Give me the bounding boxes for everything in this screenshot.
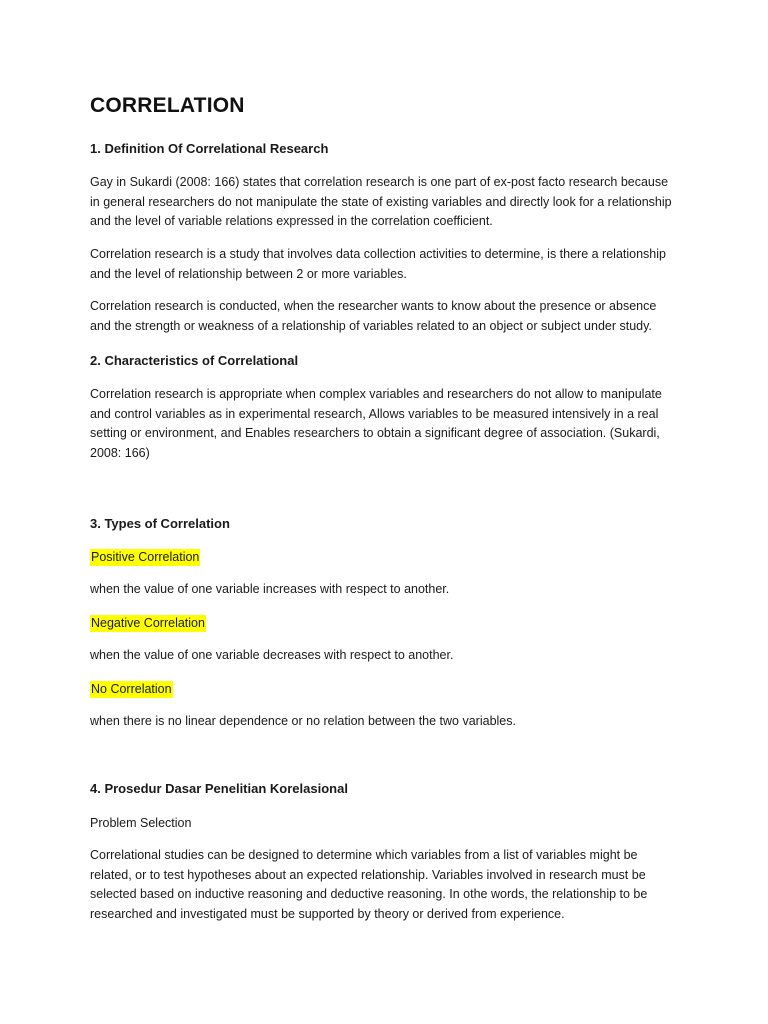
section-3-heading: 3. Types of Correlation	[90, 516, 230, 531]
section-4-heading: 4. Prosedur Dasar Penelitian Korelasional	[90, 781, 348, 796]
section-1-heading: 1. Definition Of Correlational Research	[90, 141, 329, 156]
correlation-type-none-label: No Correlation	[91, 682, 172, 696]
section-2-paragraph: Correlation research is appropriate when complex variables and researchers do not allow to manipulate and control variables as in experimental research, Allows variables to be measured intensively in a real setting or environment, and Enables researchers to obtain a significant degree of association. (Sukardi, 2008: 166)	[90, 387, 662, 460]
section-1-paragraph-3: Correlation research is conducted, when the researcher wants to know about the presence or absence and the strength or weakness of a relationship of variables related to an object or subject under study.	[90, 299, 657, 333]
correlation-type-none-description: when there is no linear dependence or no relation between the two variables.	[90, 714, 516, 728]
section-2-heading: 2. Characteristics of Correlational	[90, 353, 299, 368]
section-4-subheading: Problem Selection	[90, 816, 192, 830]
section-1-paragraph-2: Correlation research is a study that involves data collection activities to determine, is there a relationship and the level of relationship between 2 or more variables.	[90, 247, 666, 281]
correlation-type-negative-description: when the value of one variable decreases with respect to another.	[90, 648, 454, 662]
correlation-type-negative-label: Negative Correlation	[91, 616, 205, 630]
document-title: CORRELATION	[90, 94, 245, 117]
correlation-type-positive-description: when the value of one variable increases with respect to another.	[90, 582, 450, 596]
section-4-paragraph: Correlational studies can be designed to determine which variables from a list of variables might be related, or to test hypotheses about an expected relationship. Variables involved in research must be selected based on inductive reasoning and deductive reasoning. In othe words, the relationship to be researched and investigated must be supported by theory or derived from experience.	[90, 848, 648, 921]
correlation-type-positive-label: Positive Correlation	[91, 550, 200, 564]
section-1-paragraph-1: Gay in Sukardi (2008: 166) states that correlation research is one part of ex-post facto research because in general researchers do not manipulate the state of existing variables and directly look for a relationship and the level of variable relations expressed in the correlation coefficient.	[90, 175, 672, 229]
